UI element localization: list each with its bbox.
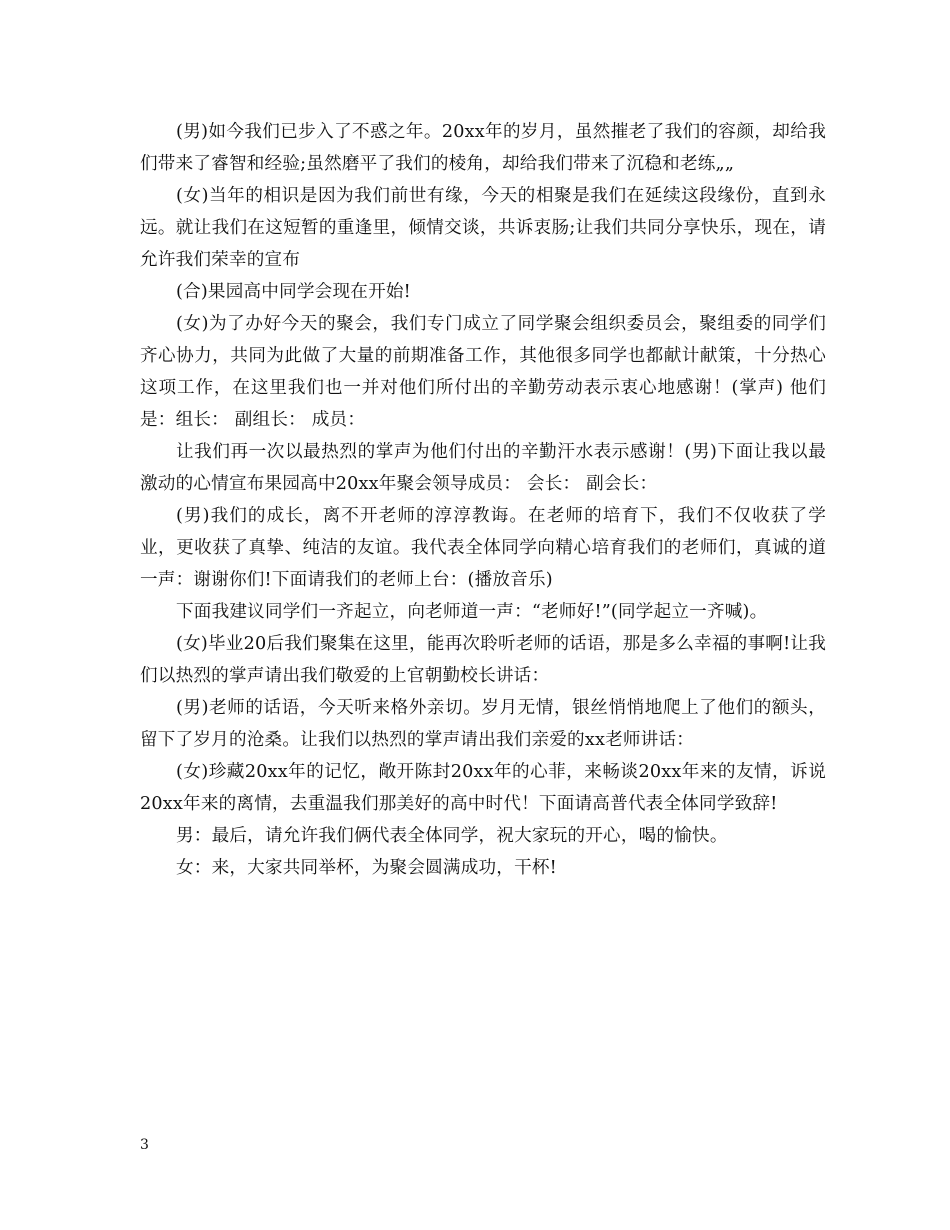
page-number: 3 [140,1137,149,1153]
paragraph: (合)果园高中同学会现在开始! [176,282,411,302]
paragraph: 下面我建议同学们一齐起立，向老师道一声：“老师好!”(同学起立一齐喊)。 [176,602,768,622]
paragraph: (男)我们的成长，离不开老师的淳淳教诲。在老师的培育下，我们不仅收获了学业，更收获了真挚、纯洁的友谊。我代表全体同学向精心培育我们的老师们，真诚的道一声：谢谢你们!下面请我们的老师上台：(播放音乐) [140,506,826,590]
paragraph: (女)当年的相识是因为我们前世有缘，今天的相聚是我们在延续这段缘份，直到永远。就让我们在这短暂的重逢里，倾情交谈，共诉衷肠;让我们共同分享快乐，现在，请允许我们荣幸的宣布 [140,186,826,270]
paragraph: (男)如今我们已步入了不惑之年。20xx年的岁月，虽然摧老了我们的容颜，却给我们带来了睿智和经验;虽然磨平了我们的棱角，却给我们带来了沉稳和老练„„ [140,122,826,174]
paragraph: (女)珍藏20xx年的记忆，敞开陈封20xx年的心菲，来畅谈20xx年来的友情，诉说20xx年来的离情，去重温我们那美好的高中时代！下面请高普代表全体同学致辞! [140,762,826,814]
paragraph: 让我们再一次以最热烈的掌声为他们付出的辛勤汗水表示感谢！(男)下面让我以最激动的心情宣布果园高中20xx年聚会领导成员： 会长： 副会长： [140,442,826,494]
paragraph: 男：最后，请允许我们俩代表全体同学，祝大家玩的开心，喝的愉快。 [176,826,728,846]
paragraph: (女)为了办好今天的聚会，我们专门成立了同学聚会组织委员会，聚组委的同学们齐心协力，共同为此做了大量的前期准备工作，其他很多同学也都献计献策，十分热心这项工作，在这里我们也一并对他们所付出的辛勤劳动表示衷心地感谢！(掌声) 他们是：组长： 副组长： 成员： [140,314,826,430]
paragraph: (女)毕业20后我们聚集在这里，能再次聆听老师的话语，那是多么幸福的事啊!让我们以热烈的掌声请出我们敬爱的上官朝勤校长讲话： [140,634,826,686]
document-body [140,116,826,884]
paragraph: (男)老师的话语，今天听来格外亲切。岁月无情，银丝悄悄地爬上了他们的额头，留下了岁月的沧桑。让我们以热烈的掌声请出我们亲爱的xx老师讲话： [140,698,826,750]
paragraph: 女：来，大家共同举杯，为聚会圆满成功，干杯! [176,858,557,878]
